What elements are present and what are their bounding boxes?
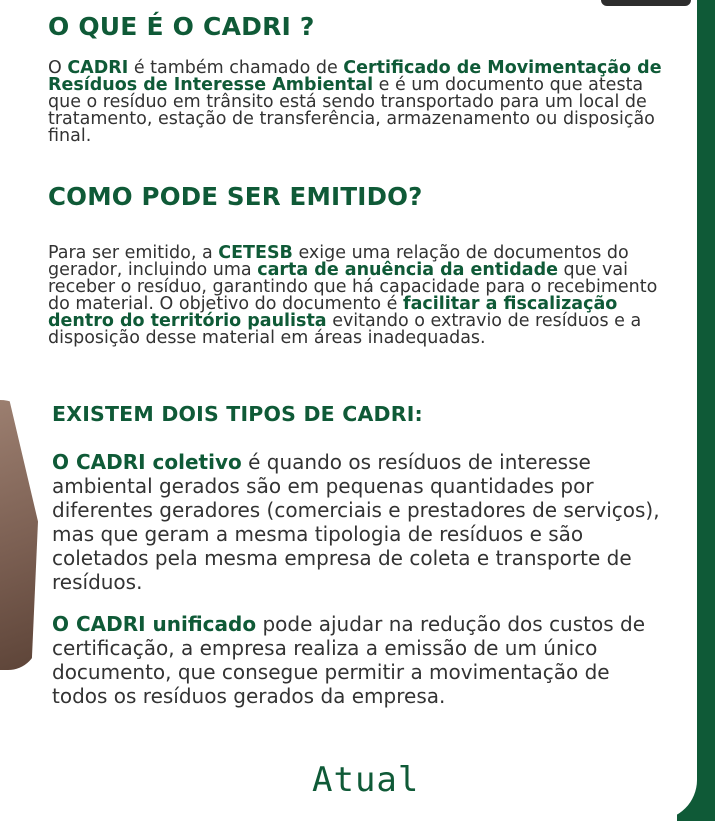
- paragraph-cadri-coletivo: [52, 450, 664, 594]
- bold-text-run: O CADRI coletivo: [52, 450, 242, 474]
- paragraph-cadri-unificado: [52, 612, 664, 708]
- top-tab-decoration: [601, 0, 691, 6]
- text-run: Para ser emitido, a: [48, 243, 219, 263]
- person-photo-fragment: [0, 400, 38, 670]
- text-run: exige uma relação de documentos do gerador, incluindo uma: [48, 243, 629, 280]
- section-paragraph-what-is: [48, 60, 668, 145]
- bold-text-run: facilitar a fiscalização dentro do território paulista: [48, 294, 618, 331]
- text-run: O: [48, 58, 68, 78]
- text-run: evitando o extravio de resíduos e a disposição desse material em áreas inadequadas.: [48, 311, 642, 348]
- bold-text-run: CADRI: [67, 58, 129, 78]
- section-title-what-is: O QUE É O CADRI ?: [48, 12, 315, 41]
- atual-logo: Atual: [312, 760, 420, 800]
- bold-text-run: O CADRI unificado: [52, 612, 257, 636]
- section-title-how-issued: COMO PODE SER EMITIDO?: [48, 182, 423, 211]
- section-paragraph-how-issued: [48, 245, 668, 347]
- text-run: que vai receber o resíduo, garantindo que há capacidade para o recebimento do material. O objetivo do documento é: [48, 260, 658, 314]
- bold-text-run: Certificado de Movimentação de Resíduos de Interesse Ambiental: [48, 58, 662, 95]
- section-title-types: EXISTEM DOIS TIPOS DE CADRI:: [52, 402, 423, 426]
- text-run: é quando os resíduos de interesse ambiental gerados são em pequenas quantidades por diferentes geradores (comerciais e prestadores de serviços), mas que geram a mesma tipologia de resíduos e são coletados pela mesma empresa de coleta e transporte de resíduos.: [52, 450, 660, 594]
- text-run: pode ajudar na redução dos custos de certificação, a empresa realiza a emissão de um único documento, que consegue permitir a movimentação de todos os resíduos gerados da empresa.: [52, 612, 646, 708]
- bold-text-run: CETESB: [218, 243, 293, 263]
- text-run: e é um documento que atesta que o resíduo em trânsito está sendo transportado para um local de tratamento, estação de transferência, armazenamento ou disposição final.: [48, 75, 655, 146]
- bold-text-run: carta de anuência da entidade: [257, 260, 558, 280]
- text-run: é também chamado de: [128, 58, 344, 78]
